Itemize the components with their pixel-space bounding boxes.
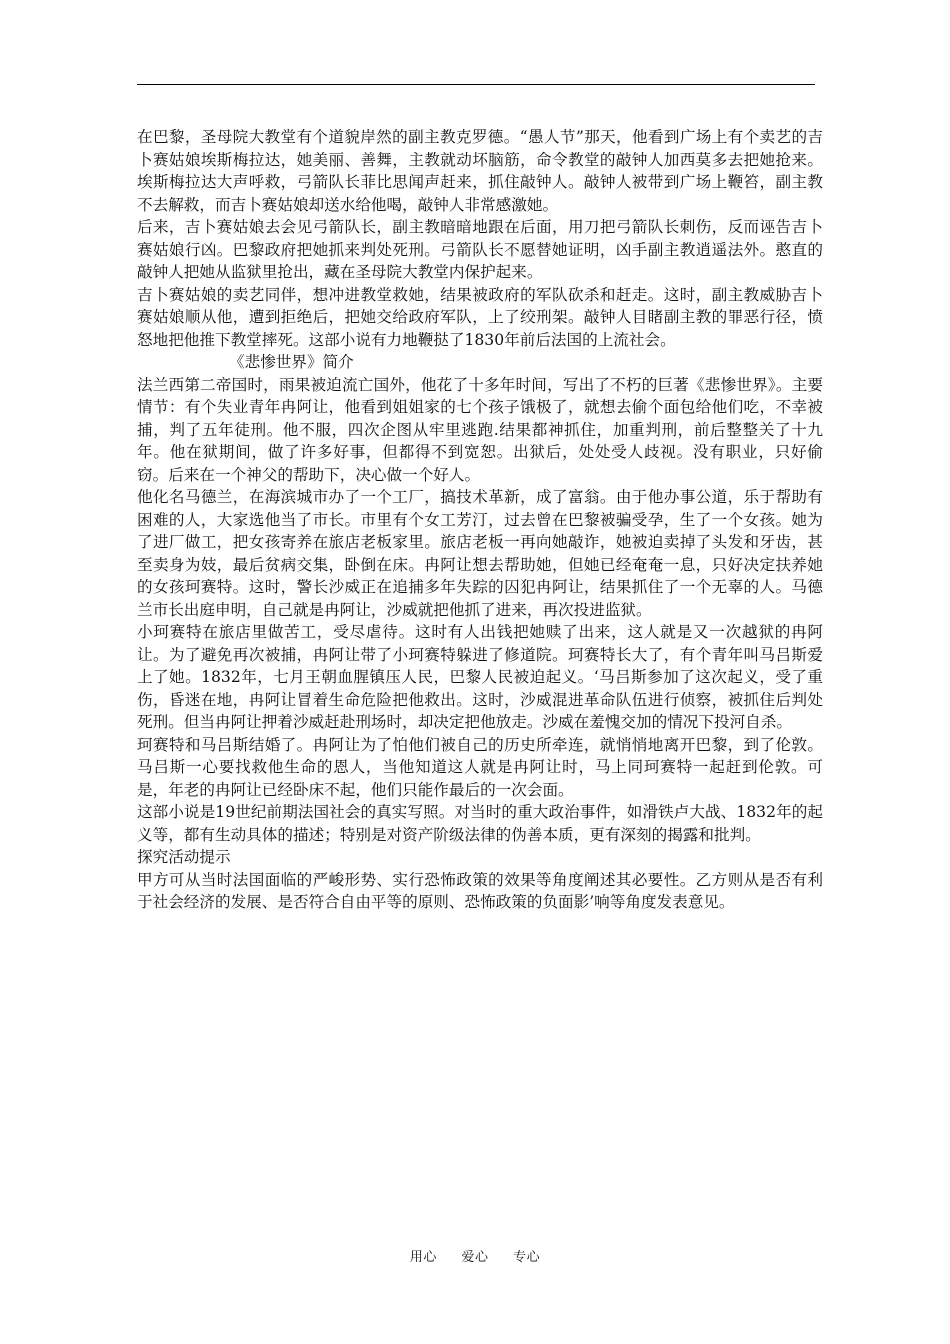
paragraph: 这部小说是19世纪前期法国社会的真实写照。对当时的重大政治事件，如滑铁卢大战、1832年的起义等，都有生动具体的描述；特别是对资产阶级法律的伪善本质，更有深刻的揭露和批判。 (137, 803, 823, 844)
section-title: 《悲惨世界》简介 (229, 353, 354, 371)
document-body (137, 126, 823, 914)
page-footer (0, 1249, 950, 1267)
paragraph: 小珂赛特在旅店里做苦工，受尽虐待。这时有人出钱把她赎了出来，这人就是又一次越狱的冉阿让。为了避免再次被捕，冉阿让带了小珂赛特躲进了修道院。珂赛特长大了，有个青年叫马吕斯爱上了她。1832年，七月王朝血腥镇压人民，巴黎人民被迫起义。‘马吕斯参加了这次起义，受了重伤，昏迷在地，冉阿让冒着生命危险把他救出。这时，沙威混进革命队伍进行侦察，被抓住后判处死刑。但当冉阿让押着沙威赶赴刑场时，却决定把他放走。沙威在羞愧交加的情况下投河自杀。 (137, 623, 823, 731)
footer-item: 爱心 (461, 1250, 489, 1265)
paragraph: 甲方可从当时法国面临的严峻形势、实行恐怖政策的效果等角度阐述其必要性。乙方则从是否有利于社会经济的发展、是否符合自由平等的原则、恐怖政策的负面影’响等角度发表意见。 (137, 870, 823, 911)
footer-item: 专心 (513, 1250, 541, 1265)
subheading: 探究活动提示 (137, 848, 231, 866)
header-rule (137, 84, 815, 85)
paragraph: 吉卜赛姑娘的卖艺同伴，想冲进教堂救她，结果被政府的军队砍杀和赶走。这时，副主教威胁吉卜赛姑娘顺从他，遭到拒绝后，把她交给政府军队，上了绞刑架。敲钟人目睹副主教的罪恶行径，愤怒地把他推下教堂摔死。这部小说有力地鞭挞了1830年前后法国的上流社会。 (137, 285, 823, 349)
paragraph: 他化名马德兰，在海滨城市办了一个工厂，搞技术革新，成了富翁。由于他办事公道，乐于帮助有困难的人，大家选他当了市长。市里有个女工芳汀，过去曾在巴黎被骗受孕，生了一个女孩。她为了进厂做工，把女孩寄养在旅店老板家里。旅店老板一再向她敲诈，她被迫卖掉了头发和牙齿，甚至卖身为妓，最后贫病交集，卧倒在床。冉阿让想去帮助她，但她已经奄奄一息，只好决定扶养她的女孩珂赛特。这时，警长沙威正在追捕多年失踪的囚犯冉阿让，结果抓住了一个无辜的人。马德兰市长出庭申明，自己就是冉阿让，沙威就把他抓了进来，再次投进监狱。 (137, 488, 823, 619)
paragraph: 珂赛特和马吕斯结婚了。冉阿让为了怕他们被自己的历史所牵连，就悄悄地离开巴黎，到了伦敦。马吕斯一心要找救他生命的恩人，当他知道这人就是冉阿让时，马上同珂赛特一起赶到伦敦。可是，年老的冉阿让已经卧床不起，他们只能作最后的一次会面。 (137, 735, 823, 799)
footer-item: 用心 (409, 1250, 437, 1265)
paragraph: 法兰西第二帝国时，雨果被迫流亡国外，他花了十多年时间，写出了不朽的巨著《悲惨世界》。主要情节：有个失业青年冉阿让，他看到姐姐家的七个孩子饿极了，就想去偷个面包给他们吃，不幸被捕，判了五年徒刑。他不服，四次企图从牢里逃跑.结果都神抓住，加重判刑，前后整整关了十九年。他在狱期间，做了许多好事，但都得不到宽恕。出狱后，处处受人歧视。没有职业，只好偷窃。后来在一个神父的帮助下，决心做一个好人。 (137, 375, 823, 484)
paragraph: 后来，吉卜赛姑娘去会见弓箭队长，副主教暗暗地跟在后面，用刀把弓箭队长刺伤，反而诬告吉卜赛姑娘行凶。巴黎政府把她抓来判处死刑。弓箭队长不愿替她证明，凶手副主教逍遥法外。憨直的敲钟人把她从监狱里抢出，藏在圣母院大教堂内保护起来。 (137, 218, 823, 281)
paragraph: 在巴黎，圣母院大教堂有个道貌岸然的副主教克罗德。“愚人节”那天，他看到广场上有个卖艺的吉卜赛姑娘埃斯梅拉达，她美丽、善舞，主教就动坏脑筋，命令教堂的敲钟人加西莫多去把她抢来。埃斯梅拉达大声呼救，弓箭队长菲比思闻声赶来，抓住敲钟人。敲钟人被带到广场上鞭笞，副主教不去解救，而吉卜赛姑娘却送水给他喝，敲钟人非常感激她。 (137, 128, 823, 214)
